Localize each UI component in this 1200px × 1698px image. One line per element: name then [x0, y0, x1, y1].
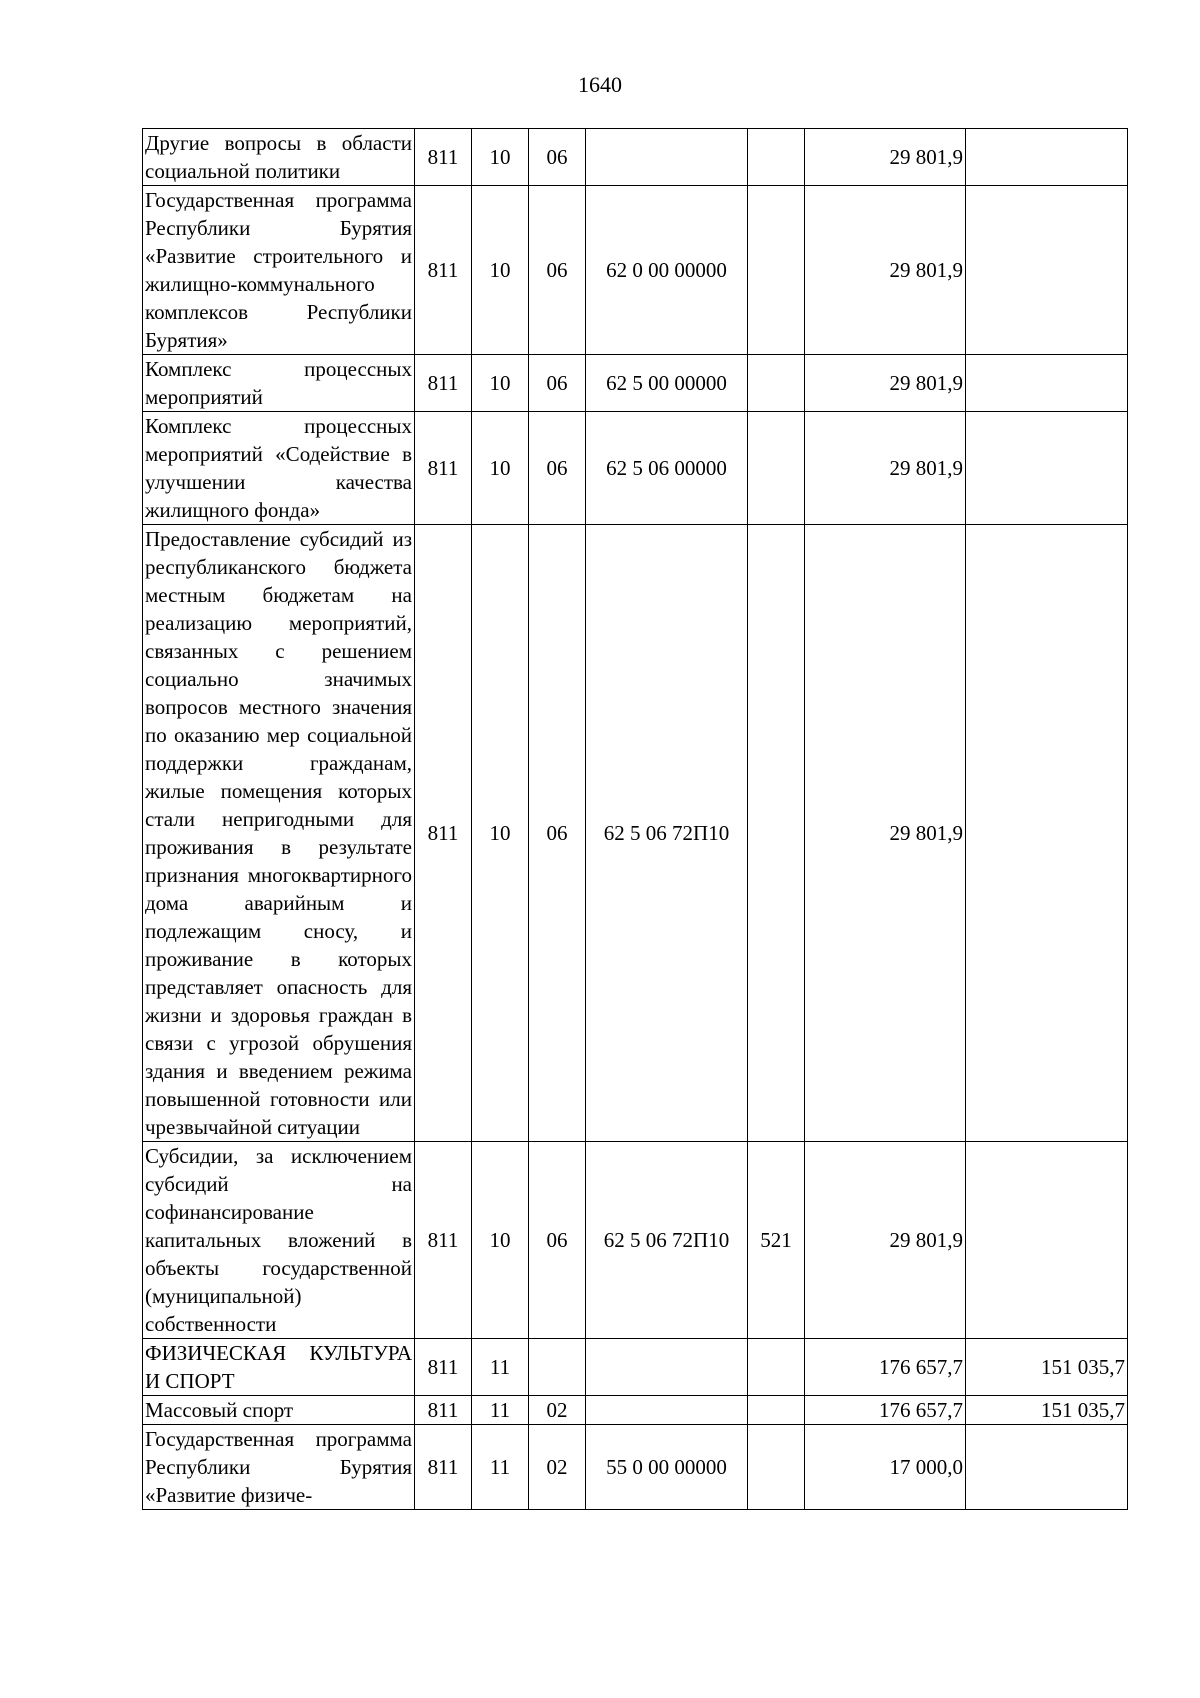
sum2-cell: 151 035,7	[966, 1339, 1128, 1396]
sum2-cell	[966, 355, 1128, 412]
csr-cell: 62 5 00 00000	[586, 355, 748, 412]
csr-cell	[586, 129, 748, 186]
sum1-cell: 29 801,9	[805, 412, 966, 525]
sum1-cell: 29 801,9	[805, 186, 966, 355]
sum1-cell: 17 000,0	[805, 1425, 966, 1510]
ved-cell: 811	[415, 355, 472, 412]
vr-cell	[748, 186, 805, 355]
table-row	[143, 525, 1128, 1142]
table-row	[143, 1142, 1128, 1339]
rz-cell: 10	[472, 186, 529, 355]
sum2-cell	[966, 129, 1128, 186]
rz-cell: 11	[472, 1339, 529, 1396]
rz-cell: 10	[472, 525, 529, 1142]
table-row	[143, 412, 1128, 525]
csr-cell: 62 5 06 00000	[586, 412, 748, 525]
pr-cell: 06	[529, 525, 586, 1142]
csr-cell	[586, 1339, 748, 1396]
csr-cell	[586, 1396, 748, 1425]
pr-cell: 06	[529, 186, 586, 355]
sum1-cell: 29 801,9	[805, 525, 966, 1142]
sum2-cell	[966, 1142, 1128, 1339]
sum1-cell: 29 801,9	[805, 1142, 966, 1339]
csr-cell: 62 5 06 72П10	[586, 525, 748, 1142]
table-row	[143, 1425, 1128, 1510]
row-name: Комплекс процессных мероприятий	[143, 355, 415, 412]
row-name: Комплекс процессных мероприятий «Содействие в улучшении качества жилищного фонда»	[143, 412, 415, 525]
vr-cell: 521	[748, 1142, 805, 1339]
row-name: Предоставление субсидий из республиканского бюджета местным бюджетам на реализацию мероприятий, связанных с решением социально значимых вопросов местного значения по оказанию мер социальной поддержки гражданам, жилые помещения которых стали непригодными для проживания в результате признания многоквартирного дома аварийным и подлежащим сносу, и проживание в которых представляет опасность для жизни и здоровья граждан в связи с угрозой обрушения здания и введением режима повышенной готовности или чрезвычайной ситуации	[143, 525, 415, 1142]
csr-cell: 55 0 00 00000	[586, 1425, 748, 1510]
page-number: 1640	[578, 72, 622, 97]
sum2-cell	[966, 186, 1128, 355]
ved-cell: 811	[415, 525, 472, 1142]
vr-cell	[748, 1396, 805, 1425]
sum1-cell: 176 657,7	[805, 1396, 966, 1425]
row-name: Государственная программа Республики Бурятия «Развитие физиче-	[143, 1425, 415, 1510]
pr-cell	[529, 1339, 586, 1396]
row-name: Субсидии, за исключением субсидий на софинансирование капитальных вложений в объекты государственной (муниципальной) собственности	[143, 1142, 415, 1339]
ved-cell: 811	[415, 1142, 472, 1339]
rz-cell: 10	[472, 355, 529, 412]
csr-cell: 62 5 06 72П10	[586, 1142, 748, 1339]
pr-cell: 06	[529, 129, 586, 186]
sum1-cell: 29 801,9	[805, 129, 966, 186]
rz-cell: 10	[472, 1142, 529, 1339]
rz-cell: 10	[472, 412, 529, 525]
table-row	[143, 355, 1128, 412]
sum2-cell	[966, 525, 1128, 1142]
sum2-cell: 151 035,7	[966, 1396, 1128, 1425]
ved-cell: 811	[415, 1425, 472, 1510]
vr-cell	[748, 412, 805, 525]
ved-cell: 811	[415, 186, 472, 355]
table-row	[143, 186, 1128, 355]
ved-cell: 811	[415, 1339, 472, 1396]
vr-cell	[748, 1339, 805, 1396]
vr-cell	[748, 355, 805, 412]
pr-cell: 02	[529, 1425, 586, 1510]
sum1-cell: 29 801,9	[805, 355, 966, 412]
rz-cell: 11	[472, 1425, 529, 1510]
sum1-cell: 176 657,7	[805, 1339, 966, 1396]
table-row	[143, 129, 1128, 186]
vr-cell	[748, 1425, 805, 1510]
row-name: Другие вопросы в области социальной политики	[143, 129, 415, 186]
ved-cell: 811	[415, 1396, 472, 1425]
row-name: Массовый спорт	[143, 1396, 415, 1425]
pr-cell: 02	[529, 1396, 586, 1425]
pr-cell: 06	[529, 355, 586, 412]
csr-cell: 62 0 00 00000	[586, 186, 748, 355]
rz-cell: 10	[472, 129, 529, 186]
row-name: Государственная программа Республики Бурятия «Развитие строительного и жилищно-коммунального комплексов Республики Бурятия»	[143, 186, 415, 355]
row-name: ФИЗИЧЕСКАЯ КУЛЬТУРА И СПОРТ	[143, 1339, 415, 1396]
ved-cell: 811	[415, 412, 472, 525]
pr-cell: 06	[529, 1142, 586, 1339]
pr-cell: 06	[529, 412, 586, 525]
sum2-cell	[966, 412, 1128, 525]
ved-cell: 811	[415, 129, 472, 186]
vr-cell	[748, 129, 805, 186]
vr-cell	[748, 525, 805, 1142]
table-row	[143, 1339, 1128, 1396]
table-row	[143, 1396, 1128, 1425]
rz-cell: 11	[472, 1396, 529, 1425]
budget-table	[142, 128, 1128, 1510]
sum2-cell	[966, 1425, 1128, 1510]
